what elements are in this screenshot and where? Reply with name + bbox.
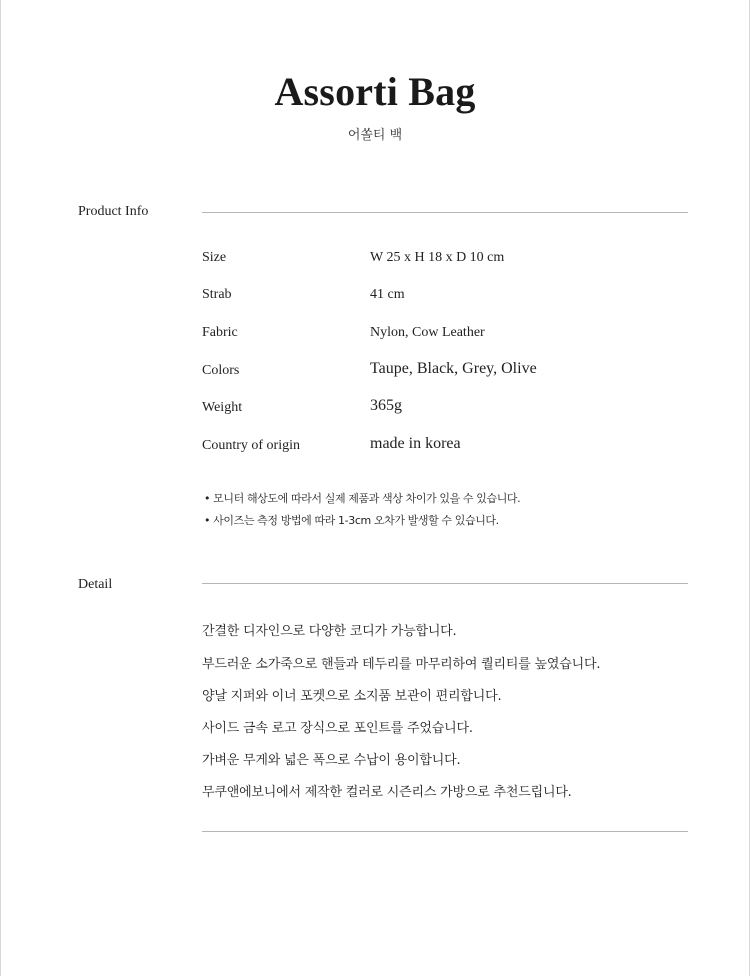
spec-row-origin [202, 435, 688, 458]
page-title: Assorti Bag [274, 69, 476, 114]
spec-row-size [202, 250, 688, 270]
spec-value: Nylon, Cow Leather [370, 325, 485, 340]
spec-label: Size [202, 250, 227, 265]
spec-label: Colors [202, 363, 240, 378]
spec-row-weight [202, 397, 688, 420]
product-info-heading: Product Info [78, 204, 149, 219]
spec-value: 365g [370, 397, 402, 414]
detail-line: 사이드 금속 로고 장식으로 포인트를 주었습니다. [202, 721, 473, 736]
detail-line: 가벼운 무게와 넓은 폭으로 수납이 용이합니다. [202, 753, 461, 768]
disclaimer-note: • 모니터 해상도에 따라서 실제 제품과 색상 차이가 있을 수 있습니다. [204, 492, 521, 505]
spec-label: Weight [202, 400, 243, 415]
detail-line: 부드러운 소가죽으로 핸들과 테두리를 마무리하여 퀄리티를 높였습니다. [202, 657, 601, 672]
spec-row-colors [202, 360, 688, 383]
spec-row-fabric [202, 325, 688, 345]
detail-line: 양날 지퍼와 이너 포켓으로 소지품 보관이 편리합니다. [202, 689, 502, 704]
spec-label: Strab [202, 287, 232, 302]
product-info-divider [202, 212, 688, 213]
bottom-divider [202, 831, 688, 832]
detail-heading: Detail [78, 577, 113, 592]
spec-value: W 25 x H 18 x D 10 cm [370, 250, 505, 265]
spec-label: Country of origin [202, 438, 300, 453]
spec-label: Fabric [202, 325, 238, 340]
detail-line: 간결한 디자인으로 다양한 코디가 가능합니다. [202, 624, 457, 639]
spec-value: 41 cm [370, 287, 405, 302]
spec-value: Taupe, Black, Grey, Olive [370, 360, 537, 377]
spec-value: made in korea [370, 435, 461, 452]
page-subtitle: 어쏠티 백 [347, 128, 403, 143]
detail-line: 무쿠앤에보니에서 제작한 컬러로 시즌리스 가방으로 추천드립니다. [202, 785, 572, 800]
spec-row-strap [202, 287, 688, 307]
detail-divider [202, 583, 688, 584]
disclaimer-note: • 사이즈는 측정 방법에 따라 1-3cm 오차가 발생할 수 있습니다. [204, 514, 499, 527]
